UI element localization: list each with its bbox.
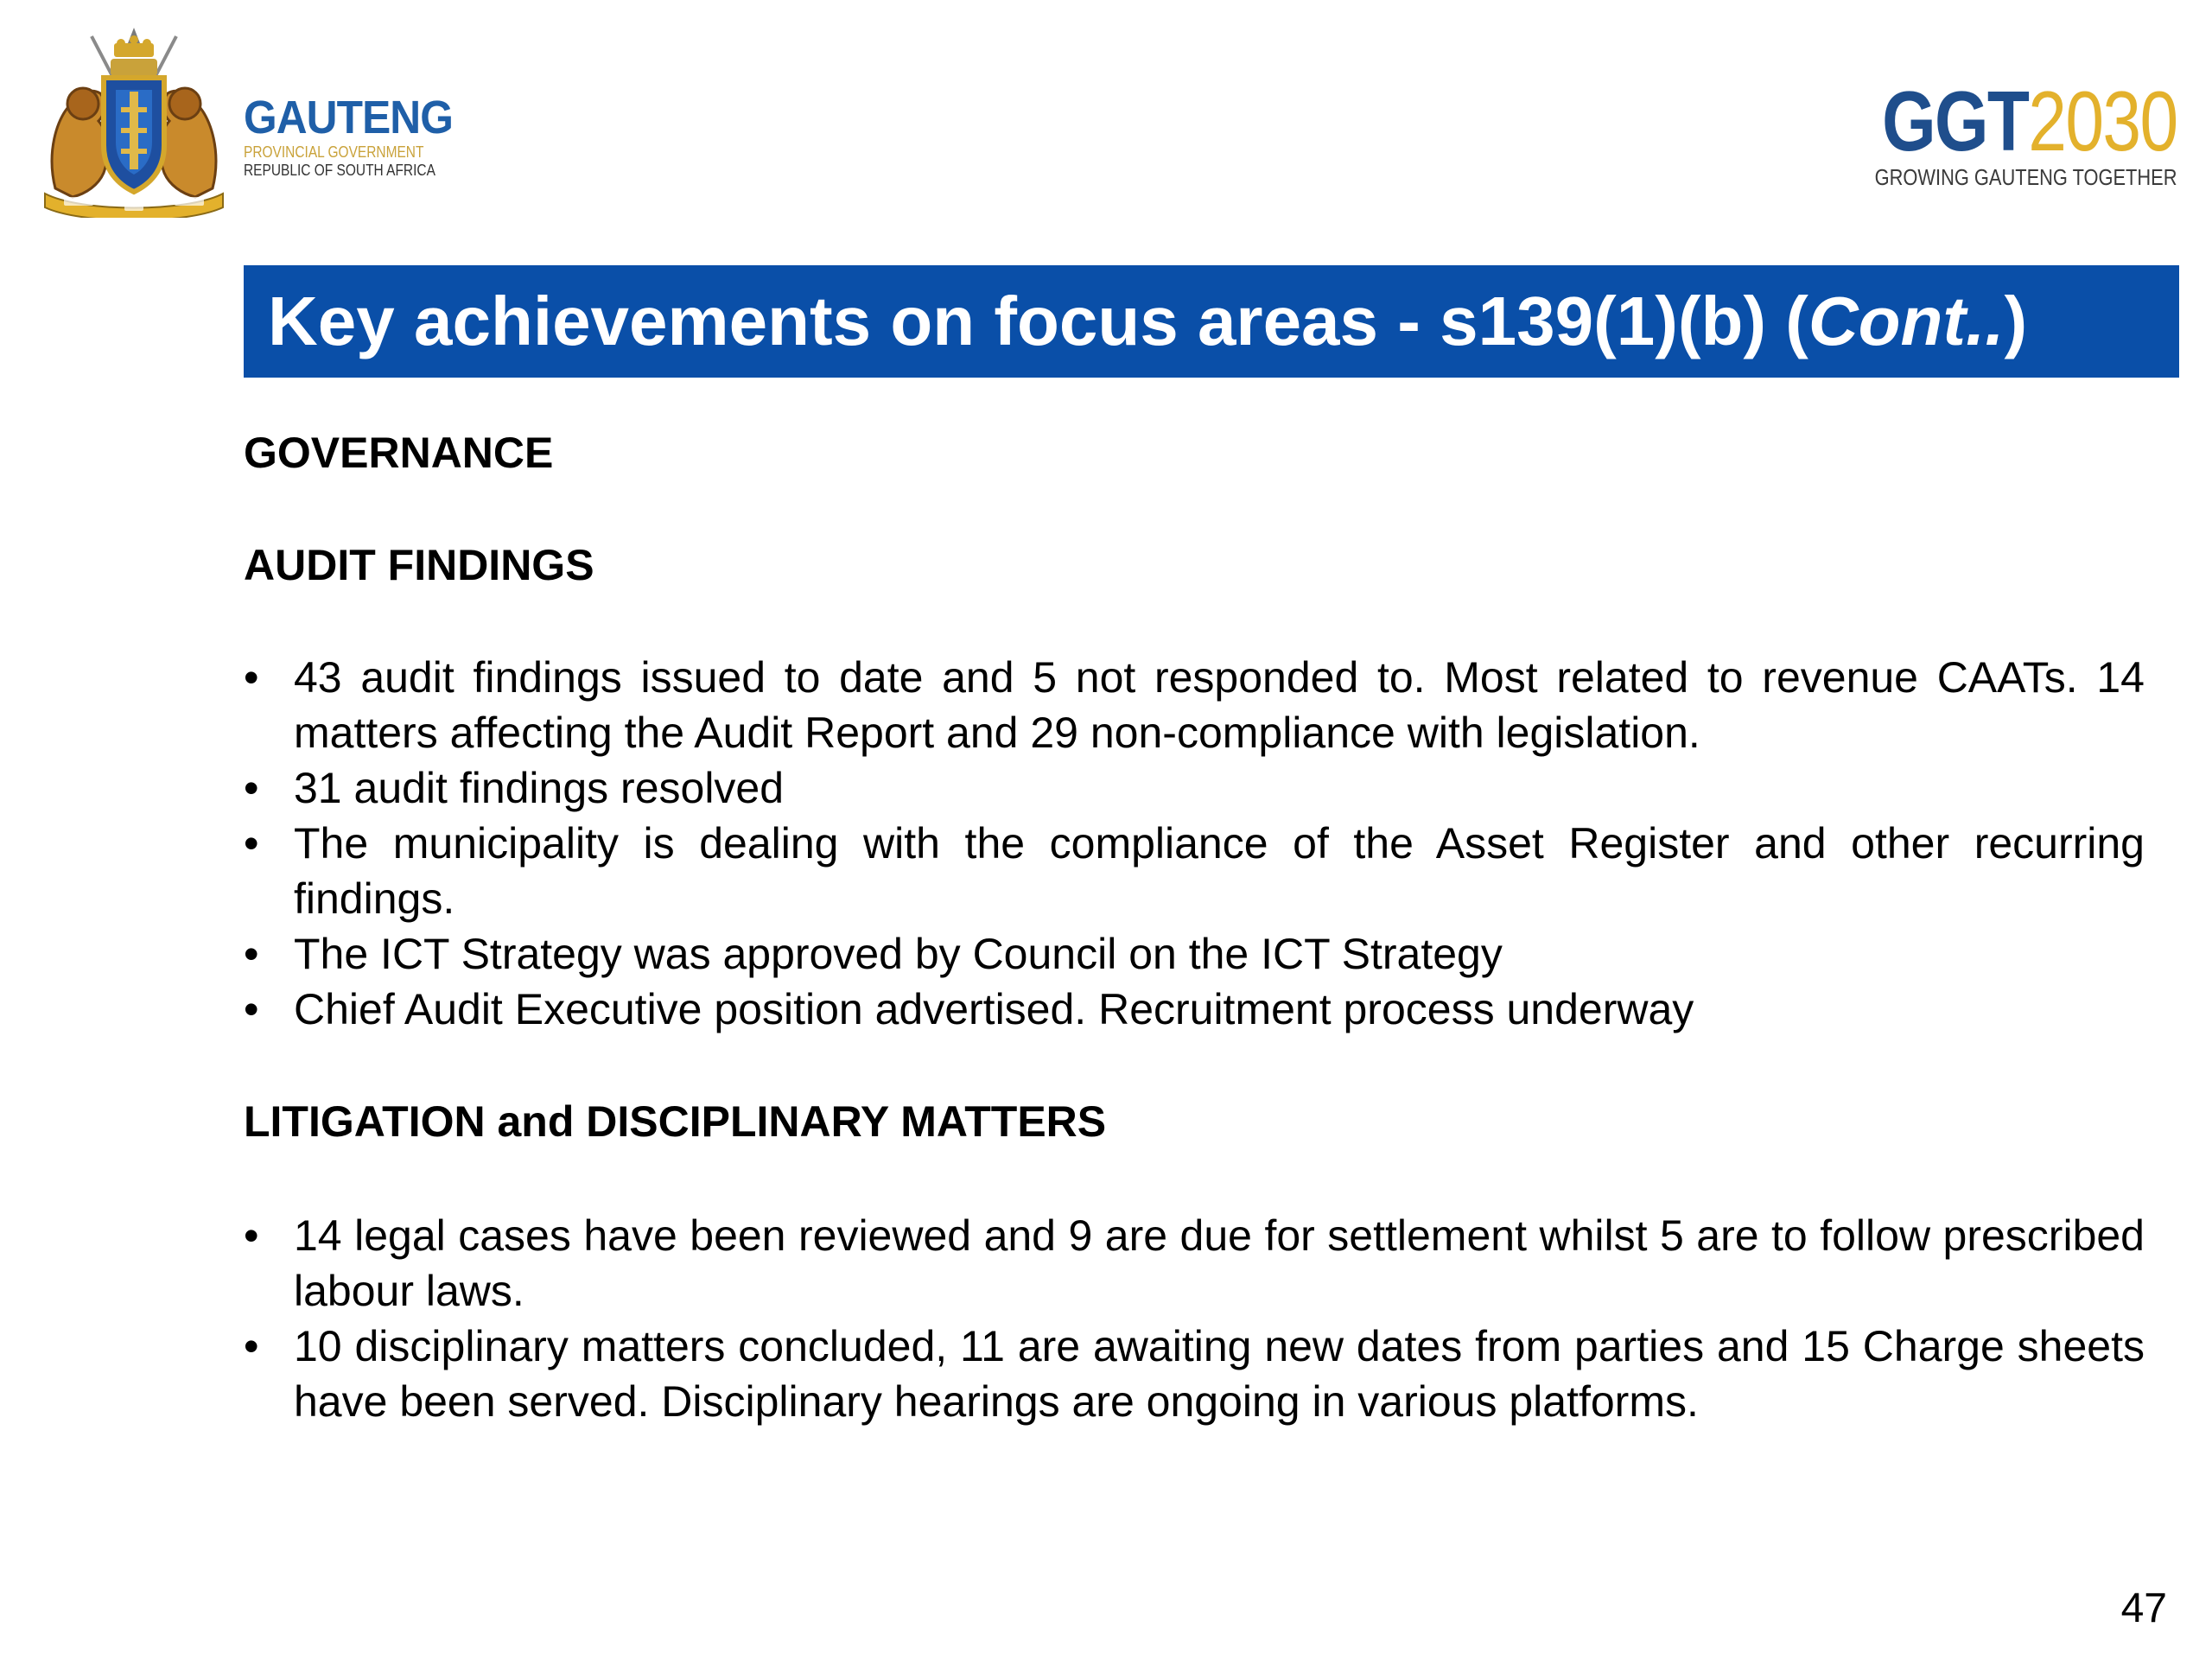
gauteng-logo-line2: REPUBLIC OF SOUTH AFRICA — [244, 162, 435, 179]
list-item — [244, 760, 2145, 816]
bullet-icon: • — [244, 1322, 259, 1370]
litigation-item-text: 10 disciplinary matters concluded, 11 are awaiting new dates from parties and 15 Charge sheets have been served. Disciplinary hearings are ongoing in various platforms. — [294, 1322, 2145, 1426]
gauteng-logo-name: GAUTENG — [244, 92, 453, 143]
bullet-icon: • — [244, 985, 259, 1033]
ggt2030-logo — [1817, 73, 2177, 190]
bullet-icon: • — [244, 1211, 259, 1260]
page-number: 47 — [2120, 1586, 2167, 1631]
bullet-icon: • — [244, 819, 259, 868]
slide-title-italic: Cont.. — [1808, 283, 2005, 359]
audit-findings-heading: AUDIT FINDINGS — [244, 541, 594, 589]
slide-title-main: Key achievements on focus areas - s139(1)(b) ( — [268, 283, 1808, 359]
audit-findings-list — [244, 650, 2145, 1037]
bullet-icon: • — [244, 930, 259, 978]
litigation-list — [244, 1208, 2145, 1429]
audit-item-text: 31 audit findings resolved — [294, 764, 785, 812]
gauteng-logo — [244, 93, 468, 180]
governance-heading: GOVERNANCE — [244, 429, 554, 477]
ggt2030-mark — [1882, 73, 2177, 168]
slide-title — [268, 283, 2027, 360]
audit-item-text: 43 audit findings issued to date and 5 not responded to. Most related to revenue CAATs. 14 matters affecting the Audit Report and 29 non-compliance with legislation. — [294, 653, 2145, 757]
title-banner — [244, 265, 2179, 378]
list-item — [244, 926, 2145, 982]
ggt2030-tagline: GROWING GAUTENG TOGETHER — [1875, 164, 2177, 190]
gauteng-logo-line1: PROVINCIAL GOVERNMENT — [244, 143, 424, 161]
audit-item-text: The ICT Strategy was approved by Council on the ICT Strategy — [294, 930, 1503, 978]
bullet-icon: • — [244, 653, 259, 702]
list-item — [244, 816, 2145, 926]
gauteng-coat-of-arms-icon — [38, 24, 230, 218]
litigation-heading: LITIGATION and DISCIPLINARY MATTERS — [244, 1097, 1107, 1146]
list-item — [244, 982, 2145, 1037]
ggt-letters: GGT — [1882, 73, 2029, 168]
list-item — [244, 1319, 2145, 1429]
audit-item-text: The municipality is dealing with the compliance of the Asset Register and other recurring findings. — [294, 819, 2145, 923]
list-item — [244, 650, 2145, 760]
ggt-year: 2030 — [2028, 73, 2177, 168]
bullet-icon: • — [244, 764, 259, 812]
slide-title-close: ) — [2004, 283, 2028, 359]
list-item — [244, 1208, 2145, 1319]
litigation-item-text: 14 legal cases have been reviewed and 9 are due for settlement whilst 5 are to follow prescribed labour laws. — [294, 1211, 2145, 1315]
audit-item-text: Chief Audit Executive position advertised. Recruitment process underway — [294, 985, 1694, 1033]
